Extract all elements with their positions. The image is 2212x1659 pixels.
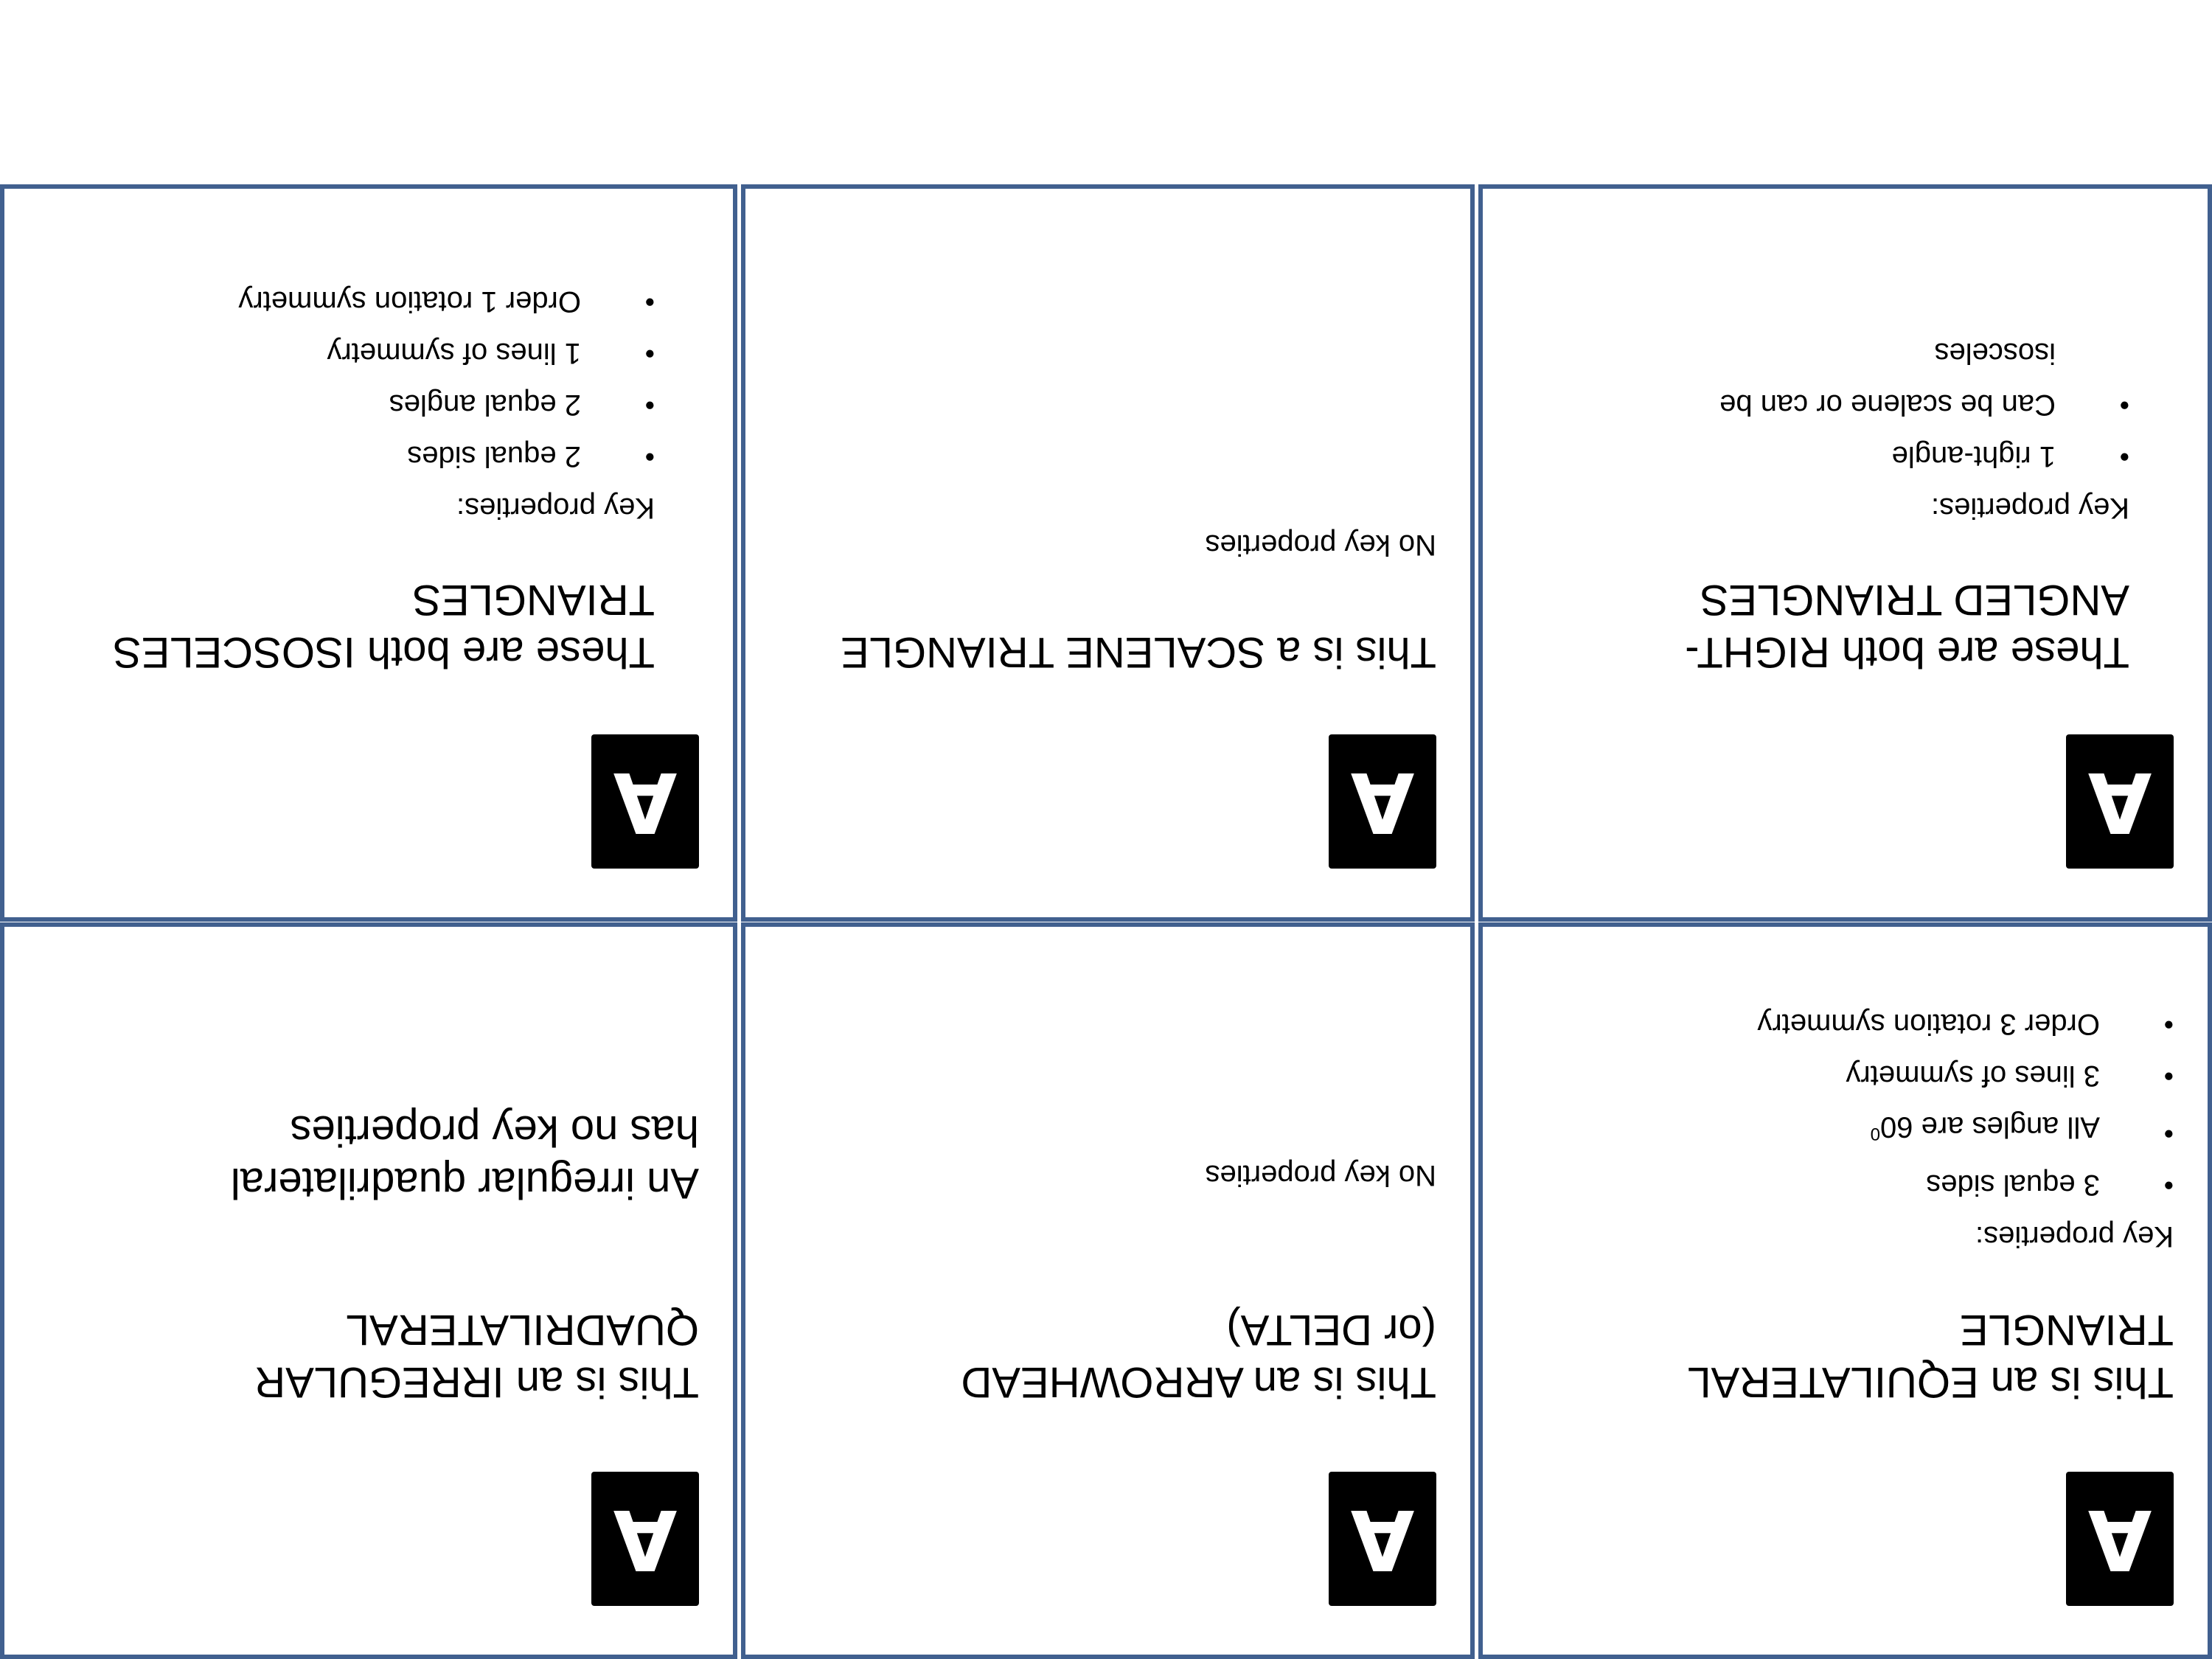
list-item: • 3 lines of symmetry xyxy=(1757,1050,2174,1102)
key-properties-list xyxy=(1719,327,2129,482)
list-item: • Order 3 rotation symmetry xyxy=(1757,998,2174,1050)
card-title-line: These are both RIGHT- xyxy=(1685,628,2129,676)
card-scalene xyxy=(741,184,1475,922)
answer-badge: A xyxy=(591,1472,699,1606)
list-item: • Can be scalene or can be xyxy=(1719,379,2129,431)
no-properties-note: No key properties xyxy=(1205,529,1436,561)
key-properties-list xyxy=(1757,998,2174,1211)
answer-badge: A xyxy=(1329,734,1436,869)
no-properties-note: No key properties xyxy=(1205,1159,1436,1192)
card-subtitle-line: has no key properties xyxy=(290,1107,699,1155)
card-title xyxy=(113,574,655,678)
card-title xyxy=(1687,1304,2174,1408)
card-title xyxy=(1685,574,2129,678)
list-item: • Order 1 rotation symmetry xyxy=(238,276,655,327)
card-subtitle xyxy=(231,1105,699,1209)
answer-badge: A xyxy=(2066,1472,2174,1606)
key-properties xyxy=(1757,998,2174,1262)
card-isosceles xyxy=(0,184,737,922)
card-title-line: This is an EQUILATERAL xyxy=(1687,1358,2174,1406)
key-properties-list xyxy=(238,276,655,482)
card-title-line: These are both ISOSCELES xyxy=(112,628,655,676)
card-right-angled xyxy=(1478,184,2212,922)
card-equilateral xyxy=(1478,922,2212,1659)
card-title xyxy=(254,1304,699,1408)
key-properties-label: Key properties: xyxy=(1930,492,2129,524)
degree-superscript: 0 xyxy=(1870,1124,1881,1144)
list-item xyxy=(1757,1102,2174,1159)
key-properties xyxy=(1719,327,2129,534)
key-properties xyxy=(238,276,655,534)
list-item-text: All angles are 60 xyxy=(1880,1110,2100,1144)
card-title xyxy=(961,1304,1436,1408)
key-properties-label: Key properties: xyxy=(456,492,655,524)
key-properties-label: Key properties: xyxy=(1975,1220,2174,1253)
list-item: • 2 equal angles xyxy=(238,379,655,431)
list-item: • 1 right-angle xyxy=(1719,431,2129,482)
list-item: • 1 lines of symmetry xyxy=(238,327,655,379)
list-item: isosceles xyxy=(1934,337,2056,369)
card-title-line: TRIANGLE xyxy=(1959,1306,2174,1354)
card-title-line: TRIANGLES xyxy=(412,576,655,625)
card-irregular-quadrilateral xyxy=(0,922,737,1659)
answer-badge: A xyxy=(2066,734,2174,869)
list-item: • 2 equal sides xyxy=(238,431,655,482)
card-arrowhead xyxy=(741,922,1475,1659)
card-title-line: ANGLED TRIANGLES xyxy=(1700,576,2129,625)
card-title-line: This is an IRREGULAR xyxy=(254,1358,699,1406)
card-title-line: This is a SCALENE TRIANGLE xyxy=(841,628,1436,676)
card-title-line: QUADRILATERAL xyxy=(345,1306,699,1354)
card-title-line: (or DELTA) xyxy=(1226,1306,1436,1354)
card-title-line: This is an ARROWHEAD xyxy=(961,1358,1436,1406)
card-subtitle-line: An irregular quadrilateral xyxy=(230,1159,699,1207)
answer-badge: A xyxy=(591,734,699,869)
answer-badge: A xyxy=(1329,1472,1436,1606)
list-item: • 3 equal sides xyxy=(1757,1159,2174,1211)
card-title xyxy=(841,625,1436,678)
